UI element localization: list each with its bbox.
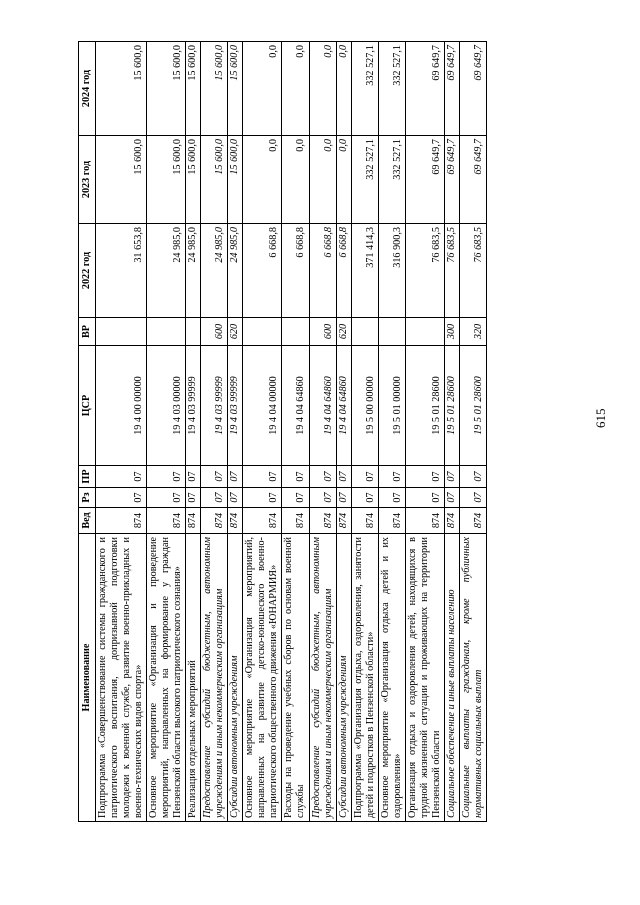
table-row — [201, 42, 228, 822]
cell-ved: 874 — [96, 508, 147, 534]
table-row — [147, 42, 186, 822]
cell-vr — [378, 318, 405, 346]
header-csr: ЦСР — [79, 346, 96, 466]
cell-2023: 69 649,7 — [405, 136, 444, 224]
cell-2022: 76 683,5 — [444, 224, 459, 318]
cell-rz: 07 — [282, 488, 309, 508]
table-row — [243, 42, 282, 822]
cell-name: Основное мероприятие «Организация отдыха детей и их оздоровления» — [378, 534, 405, 822]
cell-vr — [351, 318, 378, 346]
table-row — [96, 42, 147, 822]
cell-2023: 332 527,1 — [378, 136, 405, 224]
cell-vr — [243, 318, 282, 346]
cell-csr: 19 4 04 64860 — [282, 346, 309, 466]
cell-vr — [186, 318, 201, 346]
table-body — [96, 42, 487, 822]
cell-pr: 07 — [405, 466, 444, 488]
cell-ved: 874 — [351, 508, 378, 534]
cell-pr: 07 — [378, 466, 405, 488]
cell-ved: 874 — [243, 508, 282, 534]
table-row — [309, 42, 336, 822]
cell-2023: 69 649,7 — [444, 136, 459, 224]
cell-2022: 24 985,0 — [228, 224, 243, 318]
cell-2024: 15 600,0 — [147, 42, 186, 136]
cell-rz: 07 — [351, 488, 378, 508]
header-ved: Вед — [79, 508, 96, 534]
cell-csr: 19 4 04 64860 — [309, 346, 336, 466]
cell-csr: 19 4 03 99999 — [228, 346, 243, 466]
cell-name: Субсидии автономным учреждениям — [228, 534, 243, 822]
cell-csr: 19 5 01 28600 — [405, 346, 444, 466]
cell-csr: 19 4 03 00000 — [147, 346, 186, 466]
table-row — [186, 42, 201, 822]
cell-2023: 69 649,7 — [459, 136, 486, 224]
cell-ved: 874 — [282, 508, 309, 534]
header-2023: 2023 год — [79, 136, 96, 224]
budget-table — [78, 41, 487, 822]
cell-name: Основное мероприятие «Организация и проведение мероприятий, направленных на формирование у граждан Пензенской области высокого патриотического сознания» — [147, 534, 186, 822]
cell-2022: 6 668,8 — [282, 224, 309, 318]
cell-pr: 07 — [96, 466, 147, 488]
cell-2023: 15 600,0 — [186, 136, 201, 224]
cell-2022: 6 668,8 — [309, 224, 336, 318]
cell-2023: 15 600,0 — [201, 136, 228, 224]
cell-2024: 0,0 — [282, 42, 309, 136]
cell-ved: 874 — [378, 508, 405, 534]
cell-rz: 07 — [201, 488, 228, 508]
header-pr: ПР — [79, 466, 96, 488]
cell-vr: 320 — [459, 318, 486, 346]
cell-rz: 07 — [228, 488, 243, 508]
cell-name: Реализация отдельных мероприятий — [186, 534, 201, 822]
cell-pr: 07 — [336, 466, 351, 488]
cell-vr: 300 — [444, 318, 459, 346]
cell-rz: 07 — [186, 488, 201, 508]
cell-name: Подпрограмма «Организация отдыха, оздоровления, занятости детей и подростков в Пензенской области» — [351, 534, 378, 822]
cell-2024: 0,0 — [243, 42, 282, 136]
cell-csr: 19 4 03 99999 — [186, 346, 201, 466]
cell-rz: 07 — [336, 488, 351, 508]
cell-ved: 874 — [186, 508, 201, 534]
cell-2024: 15 600,0 — [96, 42, 147, 136]
cell-pr: 07 — [147, 466, 186, 488]
table-row — [351, 42, 378, 822]
cell-vr — [282, 318, 309, 346]
header-name: Наименование — [79, 534, 96, 822]
cell-ved: 874 — [228, 508, 243, 534]
cell-2022: 24 985,0 — [147, 224, 186, 318]
cell-name: Предоставление субсидий бюджетным, автономным учреждениям и иным некоммерческим организациям — [201, 534, 228, 822]
cell-pr: 07 — [201, 466, 228, 488]
cell-csr: 19 4 04 64860 — [336, 346, 351, 466]
cell-csr: 19 4 00 00000 — [96, 346, 147, 466]
table-row — [228, 42, 243, 822]
table-row — [405, 42, 444, 822]
cell-2022: 76 683,5 — [405, 224, 444, 318]
cell-vr — [147, 318, 186, 346]
cell-vr: 600 — [309, 318, 336, 346]
cell-2024: 332 527,1 — [378, 42, 405, 136]
cell-2024: 15 600,0 — [228, 42, 243, 136]
cell-csr: 19 5 01 00000 — [378, 346, 405, 466]
cell-pr: 07 — [351, 466, 378, 488]
table-header-row — [79, 42, 96, 822]
cell-name: Субсидии автономным учреждениям — [336, 534, 351, 822]
header-rz: Рз — [79, 488, 96, 508]
header-vr: ВР — [79, 318, 96, 346]
cell-ved: 874 — [309, 508, 336, 534]
cell-name: Основное мероприятие «Организация мероприятий, направленных на развитие детско-юношеского военно-патриотического общественного движения «ЮНАРМИЯ» — [243, 534, 282, 822]
cell-ved: 874 — [201, 508, 228, 534]
cell-pr: 07 — [186, 466, 201, 488]
cell-2024: 0,0 — [309, 42, 336, 136]
cell-name: Предоставление субсидий бюджетным, автономным учреждениям и иным некоммерческим организациям — [309, 534, 336, 822]
cell-2023: 15 600,0 — [228, 136, 243, 224]
cell-2024: 15 600,0 — [201, 42, 228, 136]
cell-2022: 24 985,0 — [186, 224, 201, 318]
table-row — [336, 42, 351, 822]
cell-2023: 15 600,0 — [147, 136, 186, 224]
cell-2022: 76 683,5 — [459, 224, 486, 318]
cell-csr: 19 5 01 28600 — [459, 346, 486, 466]
cell-vr — [405, 318, 444, 346]
cell-vr: 620 — [336, 318, 351, 346]
cell-rz: 07 — [309, 488, 336, 508]
cell-pr: 07 — [282, 466, 309, 488]
cell-vr: 600 — [201, 318, 228, 346]
cell-2023: 15 600,0 — [96, 136, 147, 224]
cell-ved: 874 — [336, 508, 351, 534]
cell-2022: 6 668,8 — [336, 224, 351, 318]
cell-2024: 69 649,7 — [459, 42, 486, 136]
cell-pr: 07 — [444, 466, 459, 488]
cell-name: Расходы на проведение учебных сборов по основам военной службы — [282, 534, 309, 822]
table-row — [378, 42, 405, 822]
cell-ved: 874 — [405, 508, 444, 534]
cell-vr: 620 — [228, 318, 243, 346]
cell-csr: 19 5 00 00000 — [351, 346, 378, 466]
cell-2022: 31 653,8 — [96, 224, 147, 318]
cell-2024: 0,0 — [336, 42, 351, 136]
cell-csr: 19 4 04 00000 — [243, 346, 282, 466]
cell-pr: 07 — [459, 466, 486, 488]
cell-rz: 07 — [147, 488, 186, 508]
cell-ved: 874 — [147, 508, 186, 534]
cell-2024: 69 649,7 — [405, 42, 444, 136]
cell-rz: 07 — [405, 488, 444, 508]
cell-pr: 07 — [309, 466, 336, 488]
table-row — [444, 42, 459, 822]
cell-rz: 07 — [243, 488, 282, 508]
cell-rz: 07 — [444, 488, 459, 508]
cell-2024: 15 600,0 — [186, 42, 201, 136]
cell-rz: 07 — [96, 488, 147, 508]
cell-2022: 371 414,3 — [351, 224, 378, 318]
header-2024: 2024 год — [79, 42, 96, 136]
cell-name: Организация отдыха и оздоровления детей, находящихся в трудной жизненной ситуации и проживающих на территории Пензенской области — [405, 534, 444, 822]
cell-rz: 07 — [378, 488, 405, 508]
cell-ved: 874 — [444, 508, 459, 534]
header-2022: 2022 год — [79, 224, 96, 318]
cell-name: Подпрограмма «Совершенствование системы гражданского и патриотического воспитания, допризывной подготовки молодежи к военной службе, развитие военно-прикладных и военно-технических видов спорта» — [96, 534, 147, 822]
cell-csr: 19 5 01 28600 — [444, 346, 459, 466]
cell-2023: 332 527,1 — [351, 136, 378, 224]
cell-2023: 0,0 — [243, 136, 282, 224]
cell-2024: 332 527,1 — [351, 42, 378, 136]
cell-2023: 0,0 — [309, 136, 336, 224]
cell-2024: 69 649,7 — [444, 42, 459, 136]
rotated-table-container — [78, 42, 528, 822]
cell-2022: 316 900,3 — [378, 224, 405, 318]
cell-vr — [96, 318, 147, 346]
cell-ved: 874 — [459, 508, 486, 534]
cell-2022: 6 668,8 — [243, 224, 282, 318]
cell-name: Социальное обеспечение и иные выплаты населению — [444, 534, 459, 822]
page-number: 615 — [593, 408, 608, 428]
cell-2023: 0,0 — [336, 136, 351, 224]
cell-name: Социальные выплаты гражданам, кроме публичных нормативных социальных выплат — [459, 534, 486, 822]
cell-2022: 24 985,0 — [201, 224, 228, 318]
table-row — [282, 42, 309, 822]
cell-rz: 07 — [459, 488, 486, 508]
cell-2023: 0,0 — [282, 136, 309, 224]
cell-csr: 19 4 03 99999 — [201, 346, 228, 466]
cell-pr: 07 — [243, 466, 282, 488]
table-row — [459, 42, 486, 822]
cell-pr: 07 — [228, 466, 243, 488]
